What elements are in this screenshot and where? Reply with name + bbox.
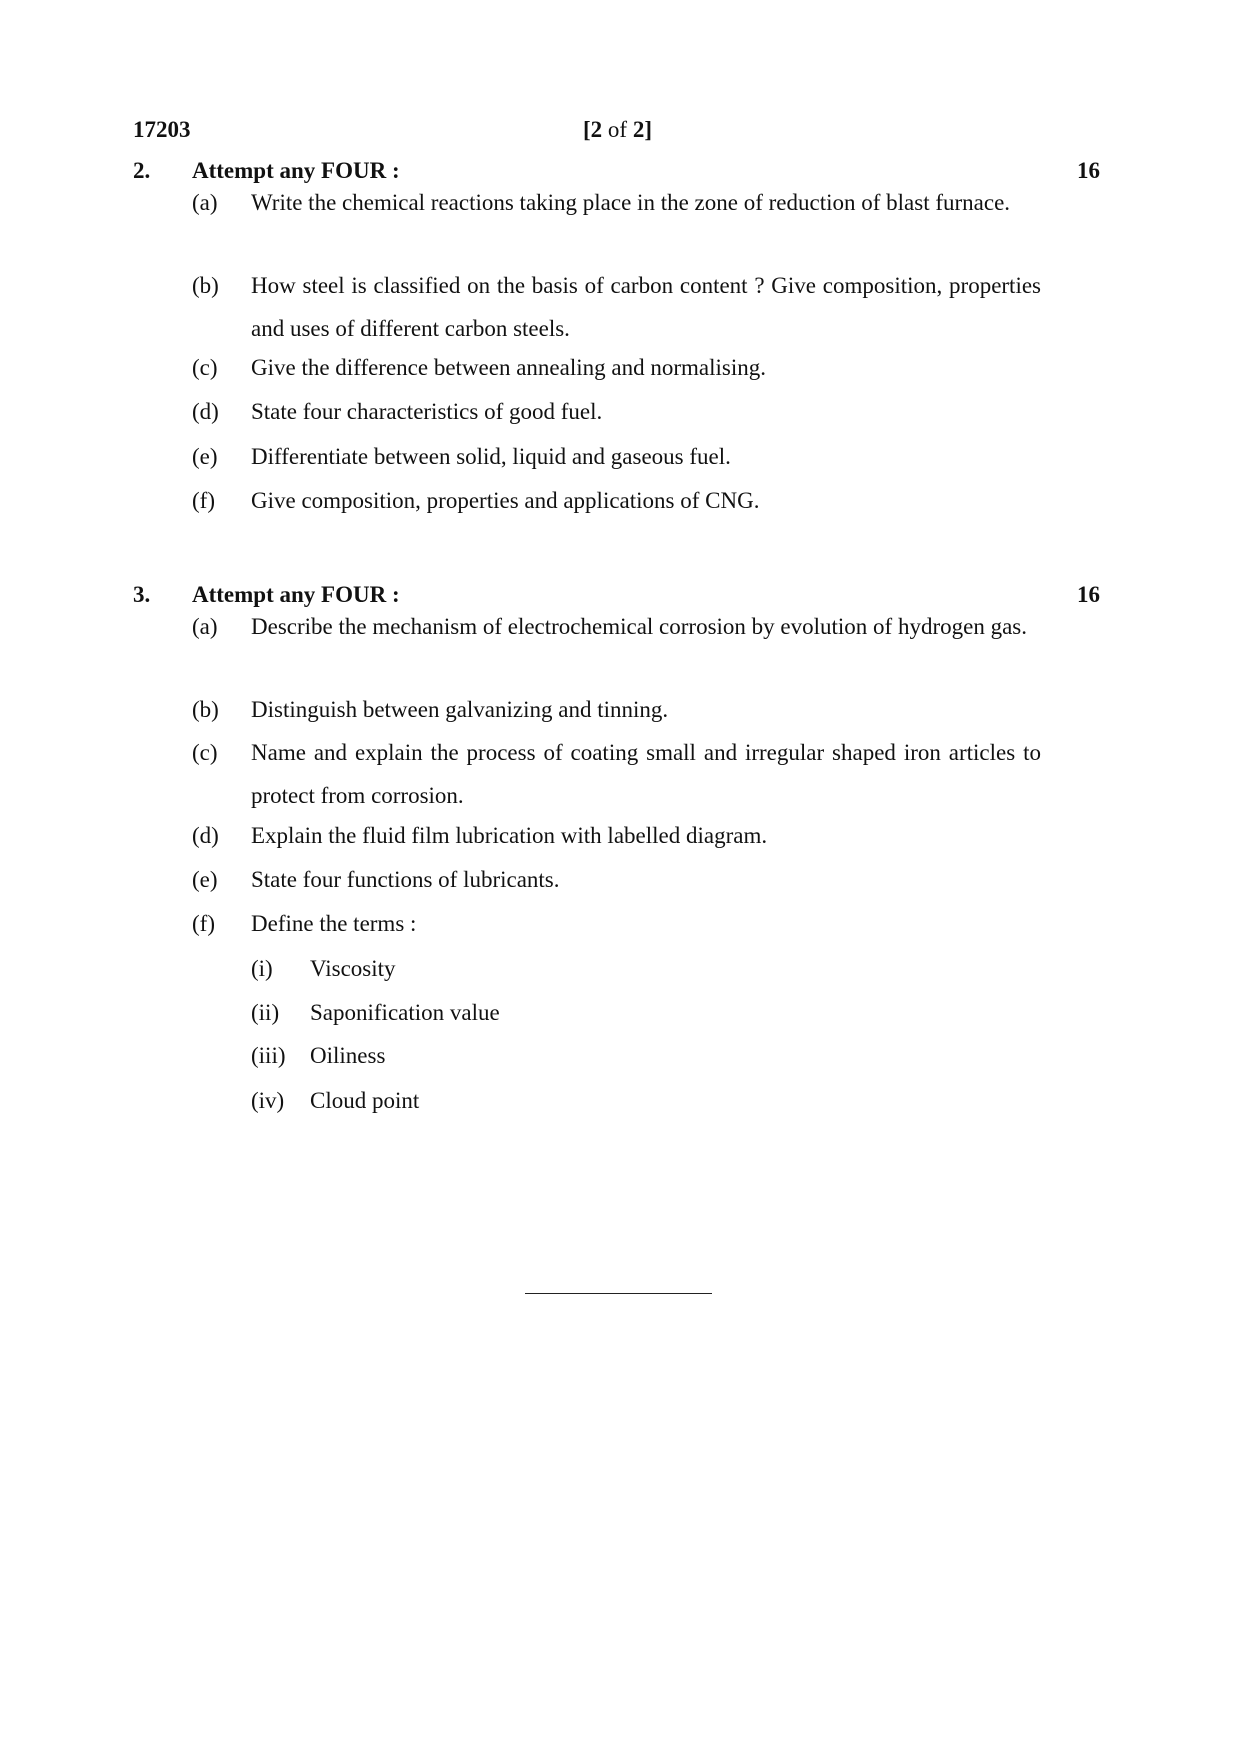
item-label: (d)	[192, 823, 219, 848]
sub-item-text: Saponification value	[310, 1000, 500, 1025]
sub-item-text: Cloud point	[310, 1088, 420, 1113]
question-item	[192, 814, 1041, 857]
question-item	[192, 688, 1041, 731]
item-text: Give composition, properties and applications of CNG.	[251, 488, 760, 513]
question-instruction: Attempt any FOUR :	[192, 582, 400, 607]
item-text: How steel is classified on the basis of carbon content ? Give composition, properties and uses of different carbon steels.	[251, 273, 1041, 341]
item-text: Write the chemical reactions taking place in the zone of reduction of blast furnace.	[251, 190, 1011, 215]
item-label: (e)	[192, 867, 218, 892]
paper-code: 17203	[133, 117, 191, 142]
end-rule	[525, 1293, 712, 1294]
item-text: Define the terms :	[251, 911, 417, 936]
sub-item	[251, 947, 851, 990]
question-item	[192, 731, 1041, 817]
item-label: (c)	[192, 355, 218, 380]
question-item	[192, 858, 1041, 901]
question-item	[192, 479, 1041, 522]
question-number: 3.	[133, 582, 151, 607]
item-label: (d)	[192, 399, 219, 424]
item-text: Name and explain the process of coating small and irregular shaped iron articles to protect from corrosion.	[251, 740, 1041, 808]
item-text: Distinguish between galvanizing and tinning.	[251, 697, 669, 722]
question-number: 2.	[133, 158, 151, 183]
item-text: Describe the mechanism of electrochemical corrosion by evolution of hydrogen gas.	[251, 614, 1027, 639]
question-item	[192, 605, 1041, 648]
sub-item-label: (iii)	[251, 1043, 286, 1068]
sub-item-text: Oiliness	[310, 1043, 386, 1068]
item-label: (b)	[192, 697, 219, 722]
page-number: [2 of 2]	[583, 117, 653, 142]
item-label: (f)	[192, 488, 215, 513]
item-label: (c)	[192, 740, 218, 765]
item-label: (b)	[192, 273, 219, 298]
item-text: Explain the fluid film lubrication with labelled diagram.	[251, 823, 768, 848]
question-item	[192, 264, 1041, 350]
sub-item-label: (ii)	[251, 1000, 280, 1025]
question-item	[192, 902, 1041, 945]
sub-item	[251, 1079, 851, 1122]
question-item	[192, 390, 1041, 433]
item-text: Give the difference between annealing and normalising.	[251, 355, 766, 380]
item-text: State four functions of lubricants.	[251, 867, 560, 892]
sub-item-text: Viscosity	[310, 956, 396, 981]
item-label: (a)	[192, 614, 218, 639]
sub-item-label: (i)	[251, 956, 273, 981]
sub-item-label: (iv)	[251, 1088, 285, 1113]
question-item	[192, 346, 1041, 389]
question-marks: 16	[1077, 158, 1100, 183]
question-item	[192, 181, 1041, 224]
sub-item	[251, 991, 851, 1034]
item-label: (a)	[192, 190, 218, 215]
question-item	[192, 435, 1041, 478]
current-page: 2	[590, 117, 603, 142]
item-label: (e)	[192, 444, 218, 469]
sub-item	[251, 1034, 851, 1077]
question-marks: 16	[1077, 582, 1100, 607]
page-header	[133, 117, 1093, 147]
total-pages: 2	[632, 117, 645, 142]
item-text: Differentiate between solid, liquid and gaseous fuel.	[251, 444, 731, 469]
item-label: (f)	[192, 911, 215, 936]
item-text: State four characteristics of good fuel.	[251, 399, 603, 424]
question-instruction: Attempt any FOUR :	[192, 158, 400, 183]
